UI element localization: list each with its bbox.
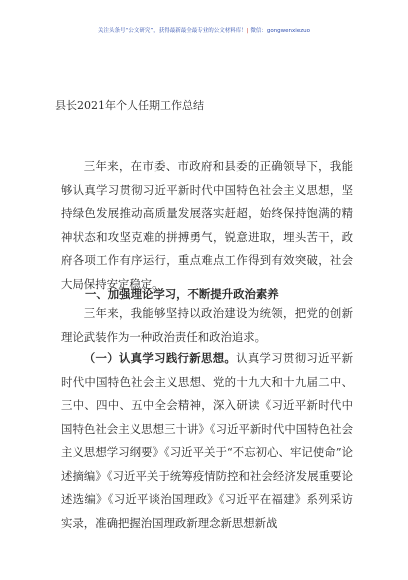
banner-wechat: 微信：gongwenxiezuo: [250, 28, 310, 34]
document-title: 县长2021年个人任期工作总结: [55, 99, 204, 112]
intro-paragraph: 三年来，在市委、市政府和县委的正确领导下，我能够认真学习贯彻习近平新时代中国特色社会主义思想，坚持绿色发展推动高质量发展落实赶超，始终保持饱满的精神状态和攻坚克难的拼搏勇气，锐意进取，埋头苦干，政府各项工作有序运行，重点难点工作得到有效突破，社会大局保持安定稳定。: [61, 159, 353, 291]
header-banner: [0, 26, 408, 34]
subsection-1-title: （一）认真学习践行新思想。: [83, 351, 237, 365]
section-1-paragraph: 三年来，我能够坚持以政治建设为统领，把党的创新理论武装作为一种政治责任和政治追求。: [61, 306, 353, 344]
banner-text: 关注头条号“公文研究”，获得最新最全最专业的公文材料库！: [98, 28, 247, 34]
banner-separator: |: [246, 28, 249, 34]
subsection-1-body: 认真学习贯彻习近平新时代中国特色社会主义思想、党的十九大和十九届二中、三中、四中、五中全会精神，深入研读《习近平新时代中国特色社会主义思想三十讲》《习近平新时代中国特色社会主义思想学习纲要》《习近平关于“不忘初心、牢记使命”论述摘编》《习近平关于统筹疫情防控和社会经济发展重要论述选编》《习近平谈治国理政》《习近平在福建》系列采访实录，准确把握治国理政新理念新思想新战: [61, 351, 353, 530]
section-1-heading: 一、加强理论学习，不断提升政治素养: [85, 287, 279, 301]
subsection-1-paragraph: [61, 347, 353, 535]
